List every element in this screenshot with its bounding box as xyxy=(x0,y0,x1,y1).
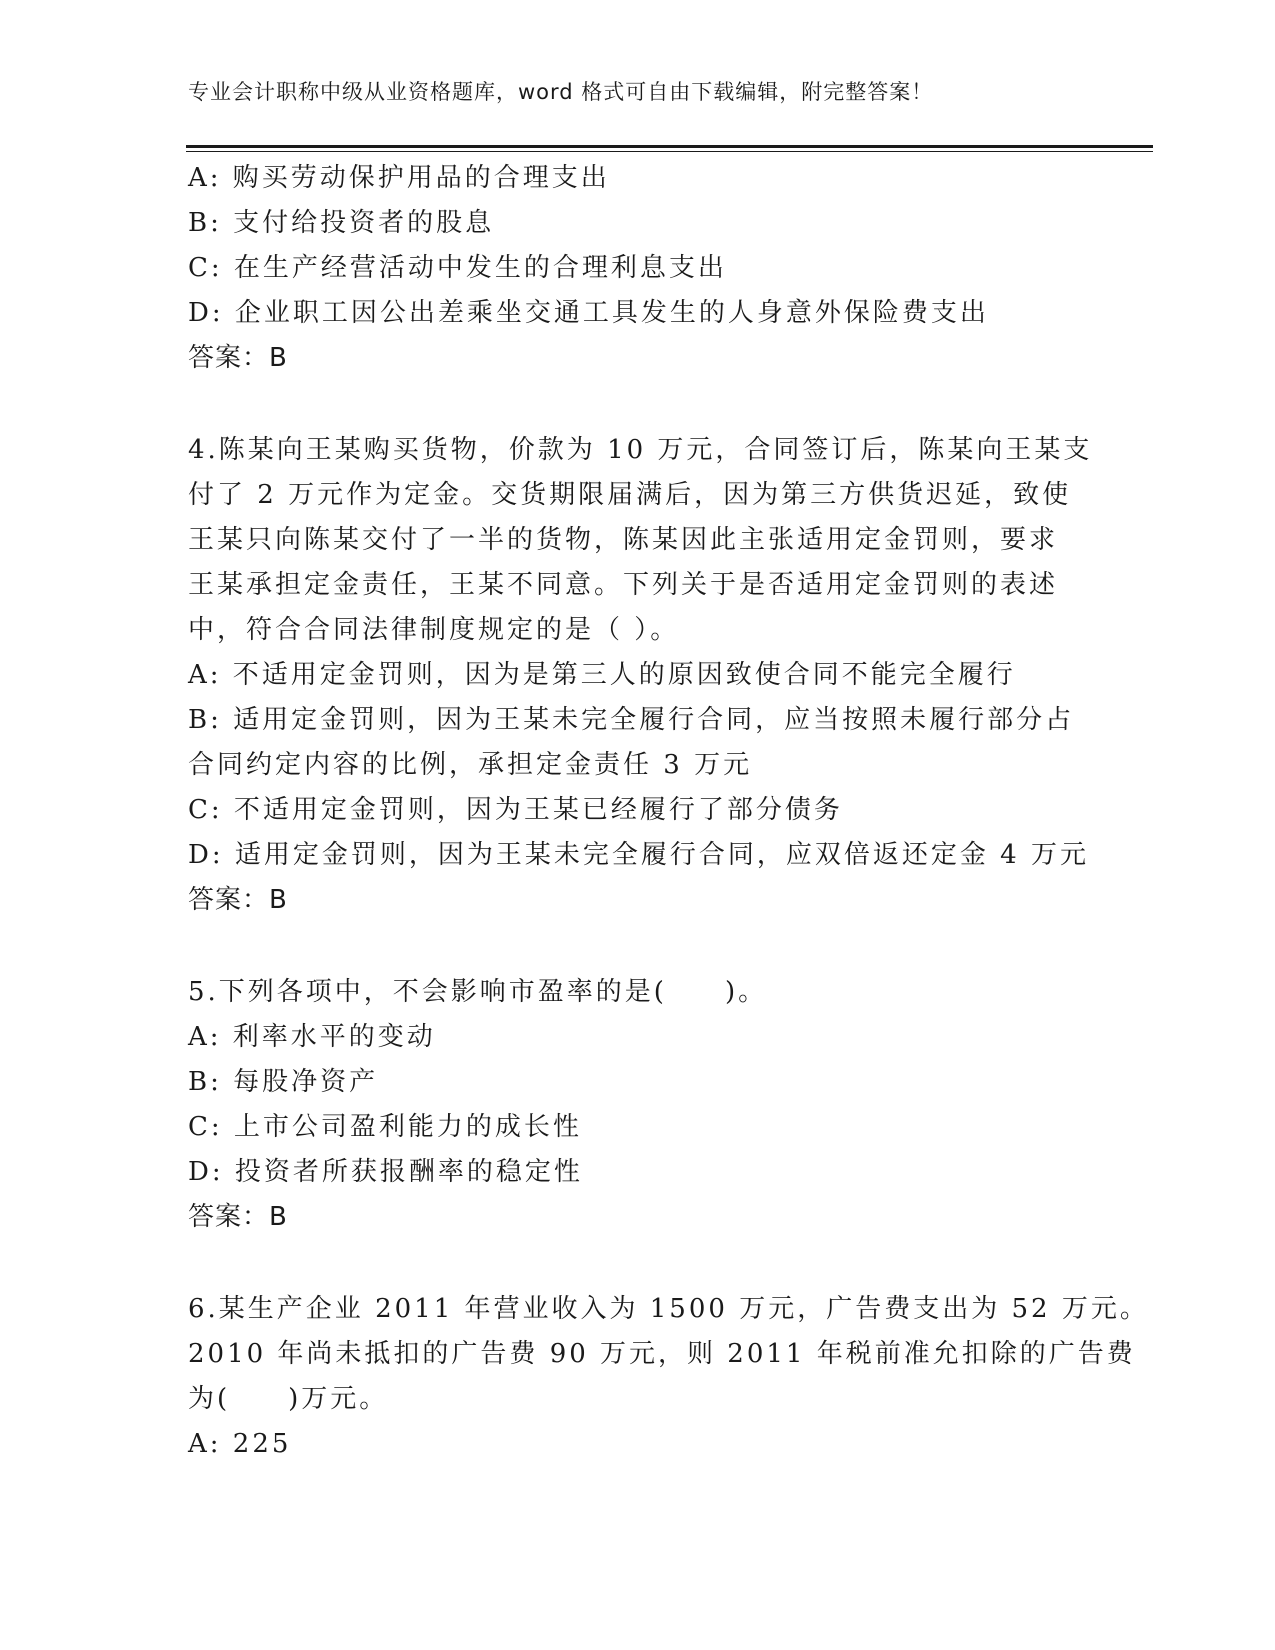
q4-option-a: A: 不适用定金罚则，因为是第三人的原因致使合同不能完全履行 xyxy=(188,660,1016,690)
question-6 xyxy=(188,1287,1149,1467)
q4-stem-line-5: 中，符合合同法律制度规定的是（ ）。 xyxy=(188,615,680,645)
q5-answer: 答案：B xyxy=(188,1202,288,1232)
q4-stem-line-3: 王某只向陈某交付了一半的货物，陈某因此主张适用定金罚则，要求 xyxy=(188,525,1059,555)
spacer xyxy=(188,923,1088,970)
q4-answer: 答案：B xyxy=(188,885,288,915)
header-rule-thick xyxy=(186,145,1153,148)
q5-option-a: A: 利率水平的变动 xyxy=(188,1022,436,1052)
q5-option-c: C: 上市公司盈利能力的成长性 xyxy=(188,1112,582,1142)
question-3 xyxy=(188,156,1088,381)
q4-option-b: B: 适用定金罚则，因为王某未完全履行合同，应当按照未履行部分占 xyxy=(188,705,1075,735)
q5-option-d: D: 投资者所获报酬率的稳定性 xyxy=(188,1157,583,1187)
q3-option-c: C: 在生产经营活动中发生的合理利息支出 xyxy=(188,253,727,283)
q6-stem-line-1: 6.某生产企业 2011 年营业收入为 1500 万元，广告费支出为 52 万元。 xyxy=(188,1294,1149,1324)
spacer xyxy=(188,1240,1088,1287)
q3-answer: 答案：B xyxy=(188,343,288,373)
q4-stem-line-1: 4.陈某向王某购买货物，价款为 10 万元，合同签订后，陈某向王某支 xyxy=(188,435,1093,465)
q4-option-b-cont: 合同约定内容的比例，承担定金责任 3 万元 xyxy=(188,750,753,780)
q4-stem-line-2: 付了 2 万元作为定金。交货期限届满后，因为第三方供货迟延，致使 xyxy=(188,480,1072,510)
header-rule-thin xyxy=(186,151,1153,152)
q4-option-d: D: 适用定金罚则，因为王某未完全履行合同，应双倍返还定金 4 万元 xyxy=(188,840,1089,870)
q6-stem-line-3: 为( )万元。 xyxy=(188,1384,389,1414)
q6-option-a: A: 225 xyxy=(188,1429,292,1459)
q3-option-a: A: 购买劳动保护用品的合理支出 xyxy=(188,163,610,193)
question-content xyxy=(188,156,1149,1467)
q3-option-d: D: 企业职工因公出差乘坐交通工具发生的人身意外保险费支出 xyxy=(188,298,989,328)
q4-option-c: C: 不适用定金罚则，因为王某已经履行了部分债务 xyxy=(188,795,843,825)
page-header: 专业会计职称中级从业资格题库，word 格式可自由下载编辑，附完整答案！ xyxy=(188,80,934,104)
q5-stem: 5.下列各项中，不会影响市盈率的是( )。 xyxy=(188,977,768,1007)
q4-stem-line-4: 王某承担定金责任，王某不同意。下列关于是否适用定金罚则的表述 xyxy=(188,570,1059,600)
q5-option-b: B: 每股净资产 xyxy=(188,1067,379,1097)
q3-option-b: B: 支付给投资者的股息 xyxy=(188,208,495,238)
question-4 xyxy=(188,428,1093,923)
q6-stem-line-2: 2010 年尚未抵扣的广告费 90 万元，则 2011 年税前准允扣除的广告费 xyxy=(188,1339,1136,1369)
question-5 xyxy=(188,970,1088,1240)
spacer xyxy=(188,381,1088,428)
